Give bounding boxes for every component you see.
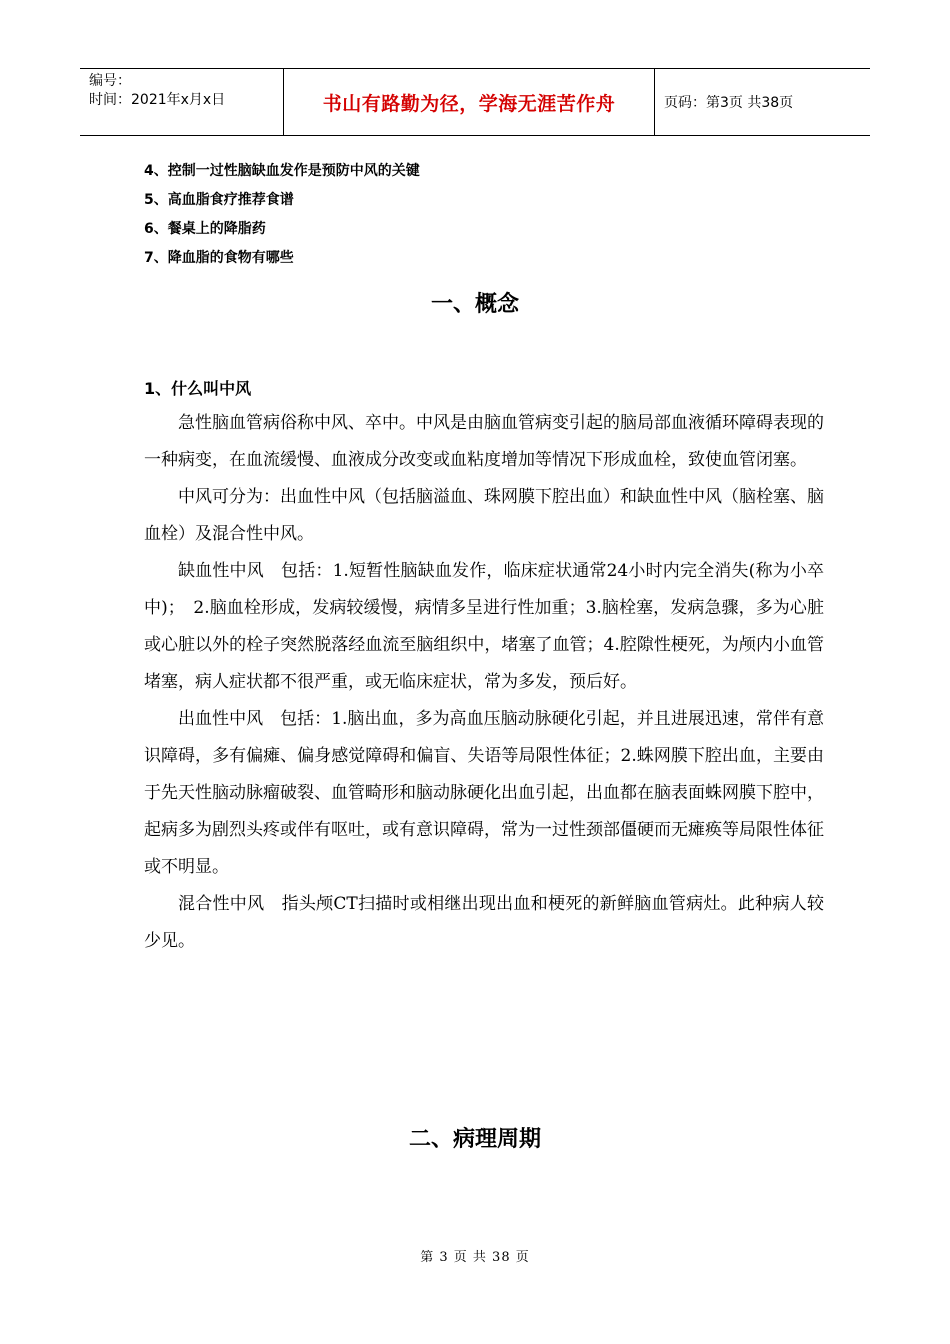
toc-item: 6、餐桌上的降脂药 xyxy=(144,221,266,237)
header-number-label: 编号： xyxy=(89,73,131,89)
paragraph: 中风可分为：出血性中风（包括脑溢血、珠网膜下腔出血）和缺血性中风（脑栓塞、脑血栓）及混合性中风。 xyxy=(144,487,824,544)
paragraph: 出血性中风 包括：1.脑出血，多为高血压脑动脉硬化引起，并且进展迅速，常伴有意识障碍，多有偏瘫、偏身感觉障碍和偏盲、失语等局限性体征；2.蛛网膜下腔出血，主要由于先天性脑动脉瘤破裂、血管畸形和脑动脉硬化出血引起，出血都在脑表面蛛网膜下腔中，起病多为剧烈头疼或伴有呕吐，或有意识障碍，常为一过性颈部僵硬而无瘫痪等局限性体征或不明显。 xyxy=(144,709,824,877)
section-title-concept: 一、概念 xyxy=(430,292,519,317)
header-motto: 书山有路勤为径，学海无涯苦作舟 xyxy=(283,69,655,135)
toc-item: 5、高血脂食疗推荐食谱 xyxy=(144,192,294,208)
page-footer: 第 3 页 共 38 页 xyxy=(420,1250,530,1265)
section-title-pathology-cycle: 二、病理周期 xyxy=(408,1127,541,1152)
table-of-contents xyxy=(144,160,420,276)
paragraph: 缺血性中风 包括：1.短暂性脑缺血发作，临床症状通常24小时内完全消失(称为小卒中)； 2.脑血栓形成，发病较缓慢，病情多呈进行性加重；3.脑栓塞，发病急骤，多为心脏或心脏以外的栓子突然脱落经血流至脑组织中，堵塞了血管；4.腔隙性梗死，为颅内小血管堵塞，病人症状都不很严重，或无临床症状，常为多发，预后好。 xyxy=(144,561,824,692)
toc-item: 4、控制一过性脑缺血发作是预防中风的关键 xyxy=(144,163,420,179)
header-meta xyxy=(80,69,283,135)
subheading-what-is-stroke: 1、什么叫中风 xyxy=(144,379,252,398)
paragraph: 混合性中风 指头颅CT扫描时或相继出现出血和梗死的新鲜脑血管病灶。此种病人较少见。 xyxy=(144,894,824,951)
section-body xyxy=(144,405,824,960)
header-page-info: 页码：第3页 共38页 xyxy=(664,95,794,111)
toc-item: 7、降血脂的食物有哪些 xyxy=(144,250,294,266)
header-date-label: 时间：2021年x月x日 xyxy=(89,92,226,108)
paragraph: 急性脑血管病俗称中风、卒中。中风是由脑血管病变引起的脑局部血液循环障碍表现的一种病变，在血流缓慢、血液成分改变或血粘度增加等情况下形成血栓，致使血管闭塞。 xyxy=(144,413,824,470)
page-header xyxy=(80,68,870,136)
